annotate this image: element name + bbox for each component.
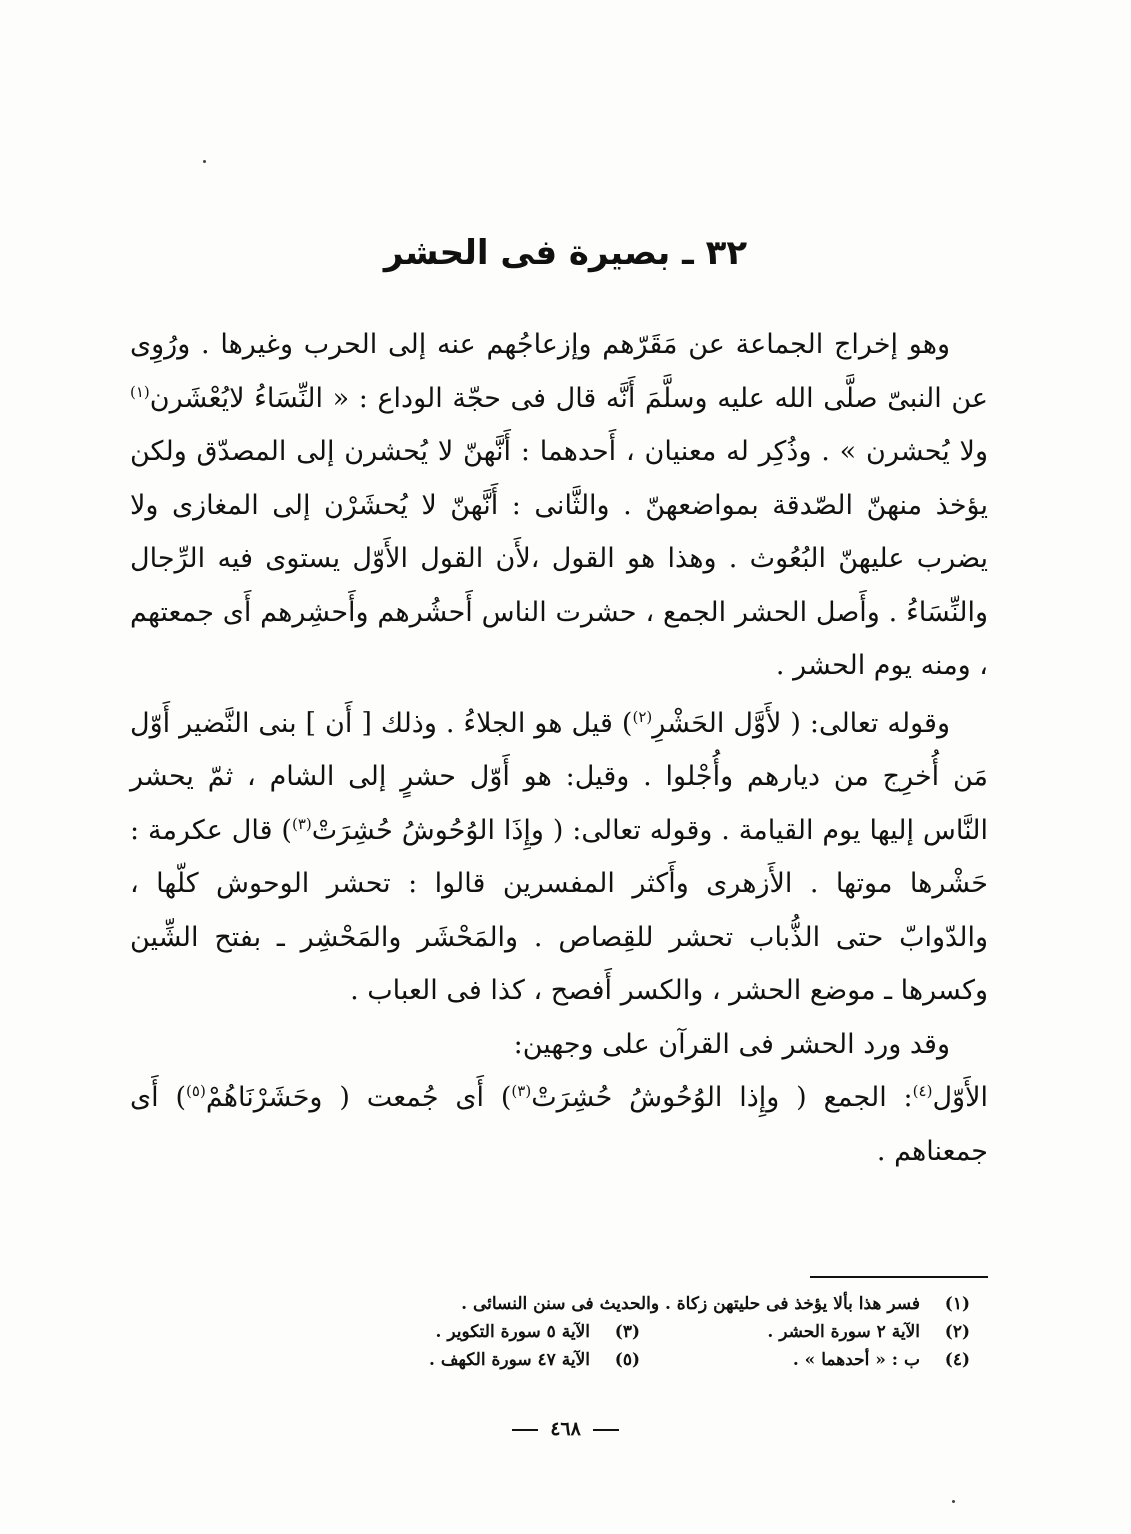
paragraph-2-middle: ) قيل هو الجلاءُ . وذلك [ أَن ] بنى النَّضير أَوّل مَن أُخرِج من ديارهم وأُجْلوا . وقيل: هو أَوّل حشرٍ إلى الشام ، ثمّ يحشر النَّاس إليها يوم القيامة . وقوله تعالى: ( وإِذَا الوُحُوشُ حُشِرَتْ bbox=[130, 707, 988, 846]
body-text bbox=[130, 318, 988, 1178]
paragraph-3 bbox=[130, 1018, 988, 1072]
paragraph-4 bbox=[130, 1071, 988, 1178]
footnote-number: (١) bbox=[944, 1294, 970, 1314]
paragraph-2-text: وقوله تعالى: ( لأَوَّل الحَشْرِ bbox=[652, 707, 950, 739]
paragraph-1-text: وهو إخراج الجماعة عن مَقَرّهم وإزعاجُهم عنه إلى الحرب وغيرها . ورُوِى عن النبىّ صلَّى الله عليه وسلَّمَ أَنَّه قال فى حجّة الوداع : « النِّسَاءُ لايُعْشَرن bbox=[130, 329, 988, 414]
paragraph-2-tail: ) قال عكرمة : حَشْرها موتها . الأَزهرى وأَكثر المفسرين قالوا : تحشر الوحوش كلّها ، والدّوابّ حتى الذُّباب تحشر للقِصاص . والمَحْشَر والمَحْشِر ـ بفتح الشِّين وكسرها ـ موضع الحشر ، والكسر أَفصح ، كذا فى العباب . bbox=[130, 814, 988, 1006]
paragraph-4-tail: ) أَى جمعناهم . bbox=[130, 1082, 988, 1167]
footnote-text: الآية ٢ سورة الحشر . bbox=[767, 1322, 920, 1342]
footnote-ref-5: (٥) bbox=[186, 1082, 206, 1100]
footnotes bbox=[230, 1290, 970, 1374]
paragraph-2 bbox=[130, 697, 988, 1018]
footnote-text: الآية ٤٧ سورة الكهف . bbox=[429, 1350, 590, 1370]
footnote-4 bbox=[640, 1346, 970, 1374]
paragraph-4-lead: الأَوّل bbox=[932, 1082, 988, 1113]
footnote-row bbox=[230, 1290, 970, 1318]
page-number bbox=[0, 1418, 1131, 1440]
dash-right bbox=[512, 1429, 538, 1431]
paragraph-3-text: وقد ورد الحشر فى القرآن على وجهين: bbox=[513, 1028, 950, 1060]
page-number-value: ٤٦٨ bbox=[550, 1418, 581, 1440]
footnote-text: ب : « أحدهما » . bbox=[792, 1350, 920, 1370]
footnote-row bbox=[230, 1318, 970, 1346]
footnote-5 bbox=[429, 1346, 640, 1374]
paragraph-1 bbox=[130, 318, 988, 693]
footnote-ref-3: (٣) bbox=[291, 814, 312, 833]
footnote-ref-3b: (٣) bbox=[511, 1082, 532, 1100]
footnote-number: (٢) bbox=[944, 1322, 970, 1342]
footnote-divider bbox=[810, 1276, 988, 1278]
footnote-row bbox=[230, 1346, 970, 1374]
footnote-text: الآية ٥ سورة التكوير . bbox=[435, 1322, 590, 1342]
paragraph-4-middle: ) أَى جُمعت ( وحَشَرْنَاهُمْ bbox=[205, 1082, 512, 1113]
footnote-text: فسر هذا بألا يؤخذ فى حليتهن زكاة . والحديث فى سنن النسائى . bbox=[461, 1294, 920, 1314]
footnote-1 bbox=[461, 1290, 970, 1318]
footnote-3 bbox=[436, 1318, 640, 1346]
paragraph-1-tail: ولا يُحشرن » . وذُكِر له معنيان ، أَحدهما : أَنَّهنّ لا يُحشرن إلى المصدّق ولكن يؤخذ منهنّ الصّدقة بمواضعهنّ . والثَّانى : أَنَّهنّ لا يُحشَرْن إلى المغازى ولا يضرب عليهنّ البُعُوث . وهذا هو القول ،لأَن القول الأَوّل يستوى فيه الرِّجال والنِّسَاءُ . وأَصل الحشر الجمع ، حشرت الناس أَحشُرهم وأَحشِرهم أَى جمعتهم ، ومنه يوم الحشر . bbox=[130, 436, 988, 681]
footnote-number: (٥) bbox=[614, 1350, 640, 1370]
scan-speck bbox=[203, 160, 206, 163]
paragraph-4-text: : الجمع ( وإِذا الوُحُوشُ حُشِرَتْ bbox=[531, 1082, 913, 1113]
dash-left bbox=[593, 1429, 619, 1431]
footnote-ref-2: (٢) bbox=[632, 707, 653, 726]
footnote-number: (٤) bbox=[944, 1350, 970, 1370]
footnote-ref-4: (٤) bbox=[912, 1082, 933, 1100]
footnote-2 bbox=[640, 1318, 970, 1346]
scan-speck bbox=[952, 1500, 955, 1503]
chapter-title: ٣٢ ـ بصيرة فى الحشر bbox=[383, 233, 748, 273]
footnote-number: (٣) bbox=[614, 1322, 640, 1342]
footnote-ref-1: (١) bbox=[130, 382, 150, 401]
